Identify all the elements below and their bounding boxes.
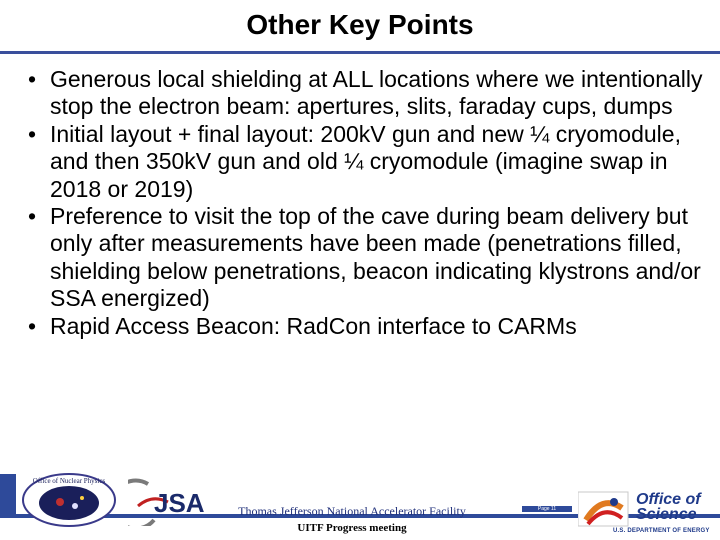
- footer-facility: Thomas Jefferson National Accelerator Facility: [238, 504, 466, 518]
- np-logo-text: Office of Nuclear Physics: [32, 477, 106, 485]
- bullet-list: [24, 66, 714, 340]
- slide-title: Other Key Points: [246, 9, 474, 40]
- bullet-item: [24, 121, 714, 203]
- bullet-icon: •: [28, 66, 37, 92]
- bullet-item: [24, 313, 714, 340]
- bullet-text: Preference to visit the top of the cave during beam delivery but only after measurements have been made (penetrations filled, shielding below penetrations, beacon indicating klystrons and/or SSA energized): [50, 203, 701, 312]
- bullet-text: Generous local shielding at ALL locations where we intentionally stop the electron beam: apertures, slits, faraday cups, dumps: [50, 66, 703, 120]
- bullet-icon: •: [28, 312, 37, 339]
- bullet-item: [24, 66, 714, 121]
- footer-left-accent: [0, 474, 16, 516]
- title-divider: [0, 51, 720, 54]
- bullet-icon: •: [28, 203, 37, 230]
- page-number: Page 11: [522, 506, 572, 512]
- bullet-text: Rapid Access Beacon: RadCon interface to CARMs: [50, 312, 577, 339]
- bullet-item: [24, 203, 714, 313]
- footer-meeting: UITF Progress meeting: [297, 522, 407, 534]
- doe-line2: Science: [636, 506, 697, 523]
- doe-department: U.S. DEPARTMENT OF ENERGY: [613, 528, 710, 534]
- jsa-logo-text: JSA: [154, 488, 205, 518]
- bullet-icon: •: [28, 120, 37, 147]
- nuclear-physics-logo: [20, 472, 118, 528]
- doe-line1: Office of: [636, 491, 701, 508]
- bullet-text: Initial layout + final layout: 200kV gun and new ¼ cryomodule, and then 350kV gun and old ¼ cryomodule (imagine swap in 2018 or 2019): [50, 120, 681, 202]
- jsa-logo: [128, 476, 218, 526]
